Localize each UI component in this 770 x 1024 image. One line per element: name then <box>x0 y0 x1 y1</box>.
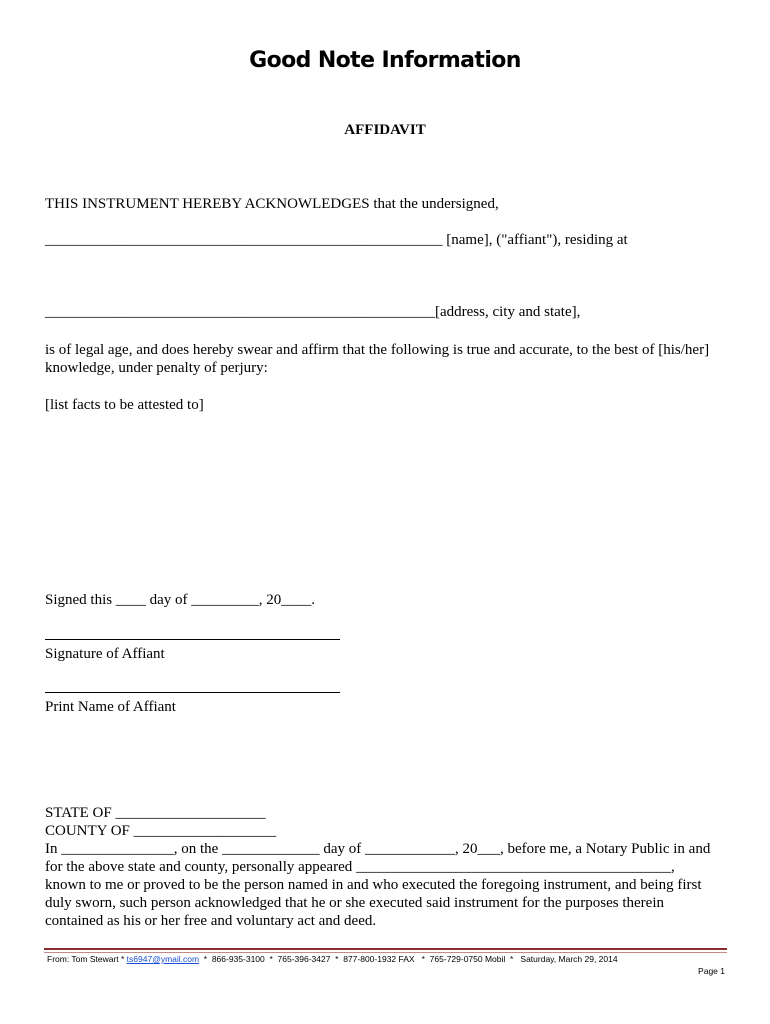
address-line: ____________________________________________________[address, city and state], <box>45 304 581 320</box>
name-line: _____________________________________________________ [name], ("affiant"), residing at <box>45 232 628 248</box>
footer-prefix: From: Tom Stewart * <box>47 954 127 964</box>
notary-line-5: contained as his or her free and voluntary act and deed. <box>45 913 377 929</box>
intro-text: THIS INSTRUMENT HEREBY ACKNOWLEDGES that the undersigned, <box>45 196 499 212</box>
footer-contact <box>47 954 618 965</box>
state-line: STATE OF ____________________ <box>45 805 266 821</box>
signature-label: Signature of Affiant <box>45 646 165 662</box>
oath-line-1: is of legal age, and does hereby swear and affirm that the following is true and accurate, to the best of [his/her] <box>45 342 710 358</box>
signature-line <box>45 639 340 640</box>
print-name-label: Print Name of Affiant <box>45 699 176 715</box>
document-title: Good Note Information <box>249 48 521 73</box>
notary-line-2: for the above state and county, personally appeared __________________________________________, <box>45 859 675 875</box>
page-number: Page 1 <box>698 966 725 976</box>
oath-line-2: knowledge, under penalty of perjury: <box>45 360 268 376</box>
signed-date-line: Signed this ____ day of _________, 20____. <box>45 592 315 608</box>
facts-placeholder: [list facts to be attested to] <box>45 397 204 413</box>
notary-line-1: In _______________, on the _____________ day of ____________, 20___, before me, a Notary Public in and <box>45 841 711 857</box>
document-heading: AFFIDAVIT <box>344 122 426 138</box>
footer-suffix: * 866-935-3100 * 765-396-3427 * 877-800-1932 FAX * 765-729-0750 Mobil * Saturday, March 29, 2014 <box>199 954 618 964</box>
county-line: COUNTY OF ___________________ <box>45 823 277 839</box>
footer-rule-thin <box>44 952 727 953</box>
notary-line-4: duly sworn, such person acknowledged that he or she executed said instrument for the purposes therein <box>45 895 664 911</box>
footer-rule <box>44 948 727 950</box>
notary-line-3: known to me or proved to be the person named in and who executed the foregoing instrument, and being first <box>45 877 702 893</box>
print-name-line <box>45 692 340 693</box>
footer-email-link[interactable]: ts6947@ymail.com <box>126 954 200 964</box>
